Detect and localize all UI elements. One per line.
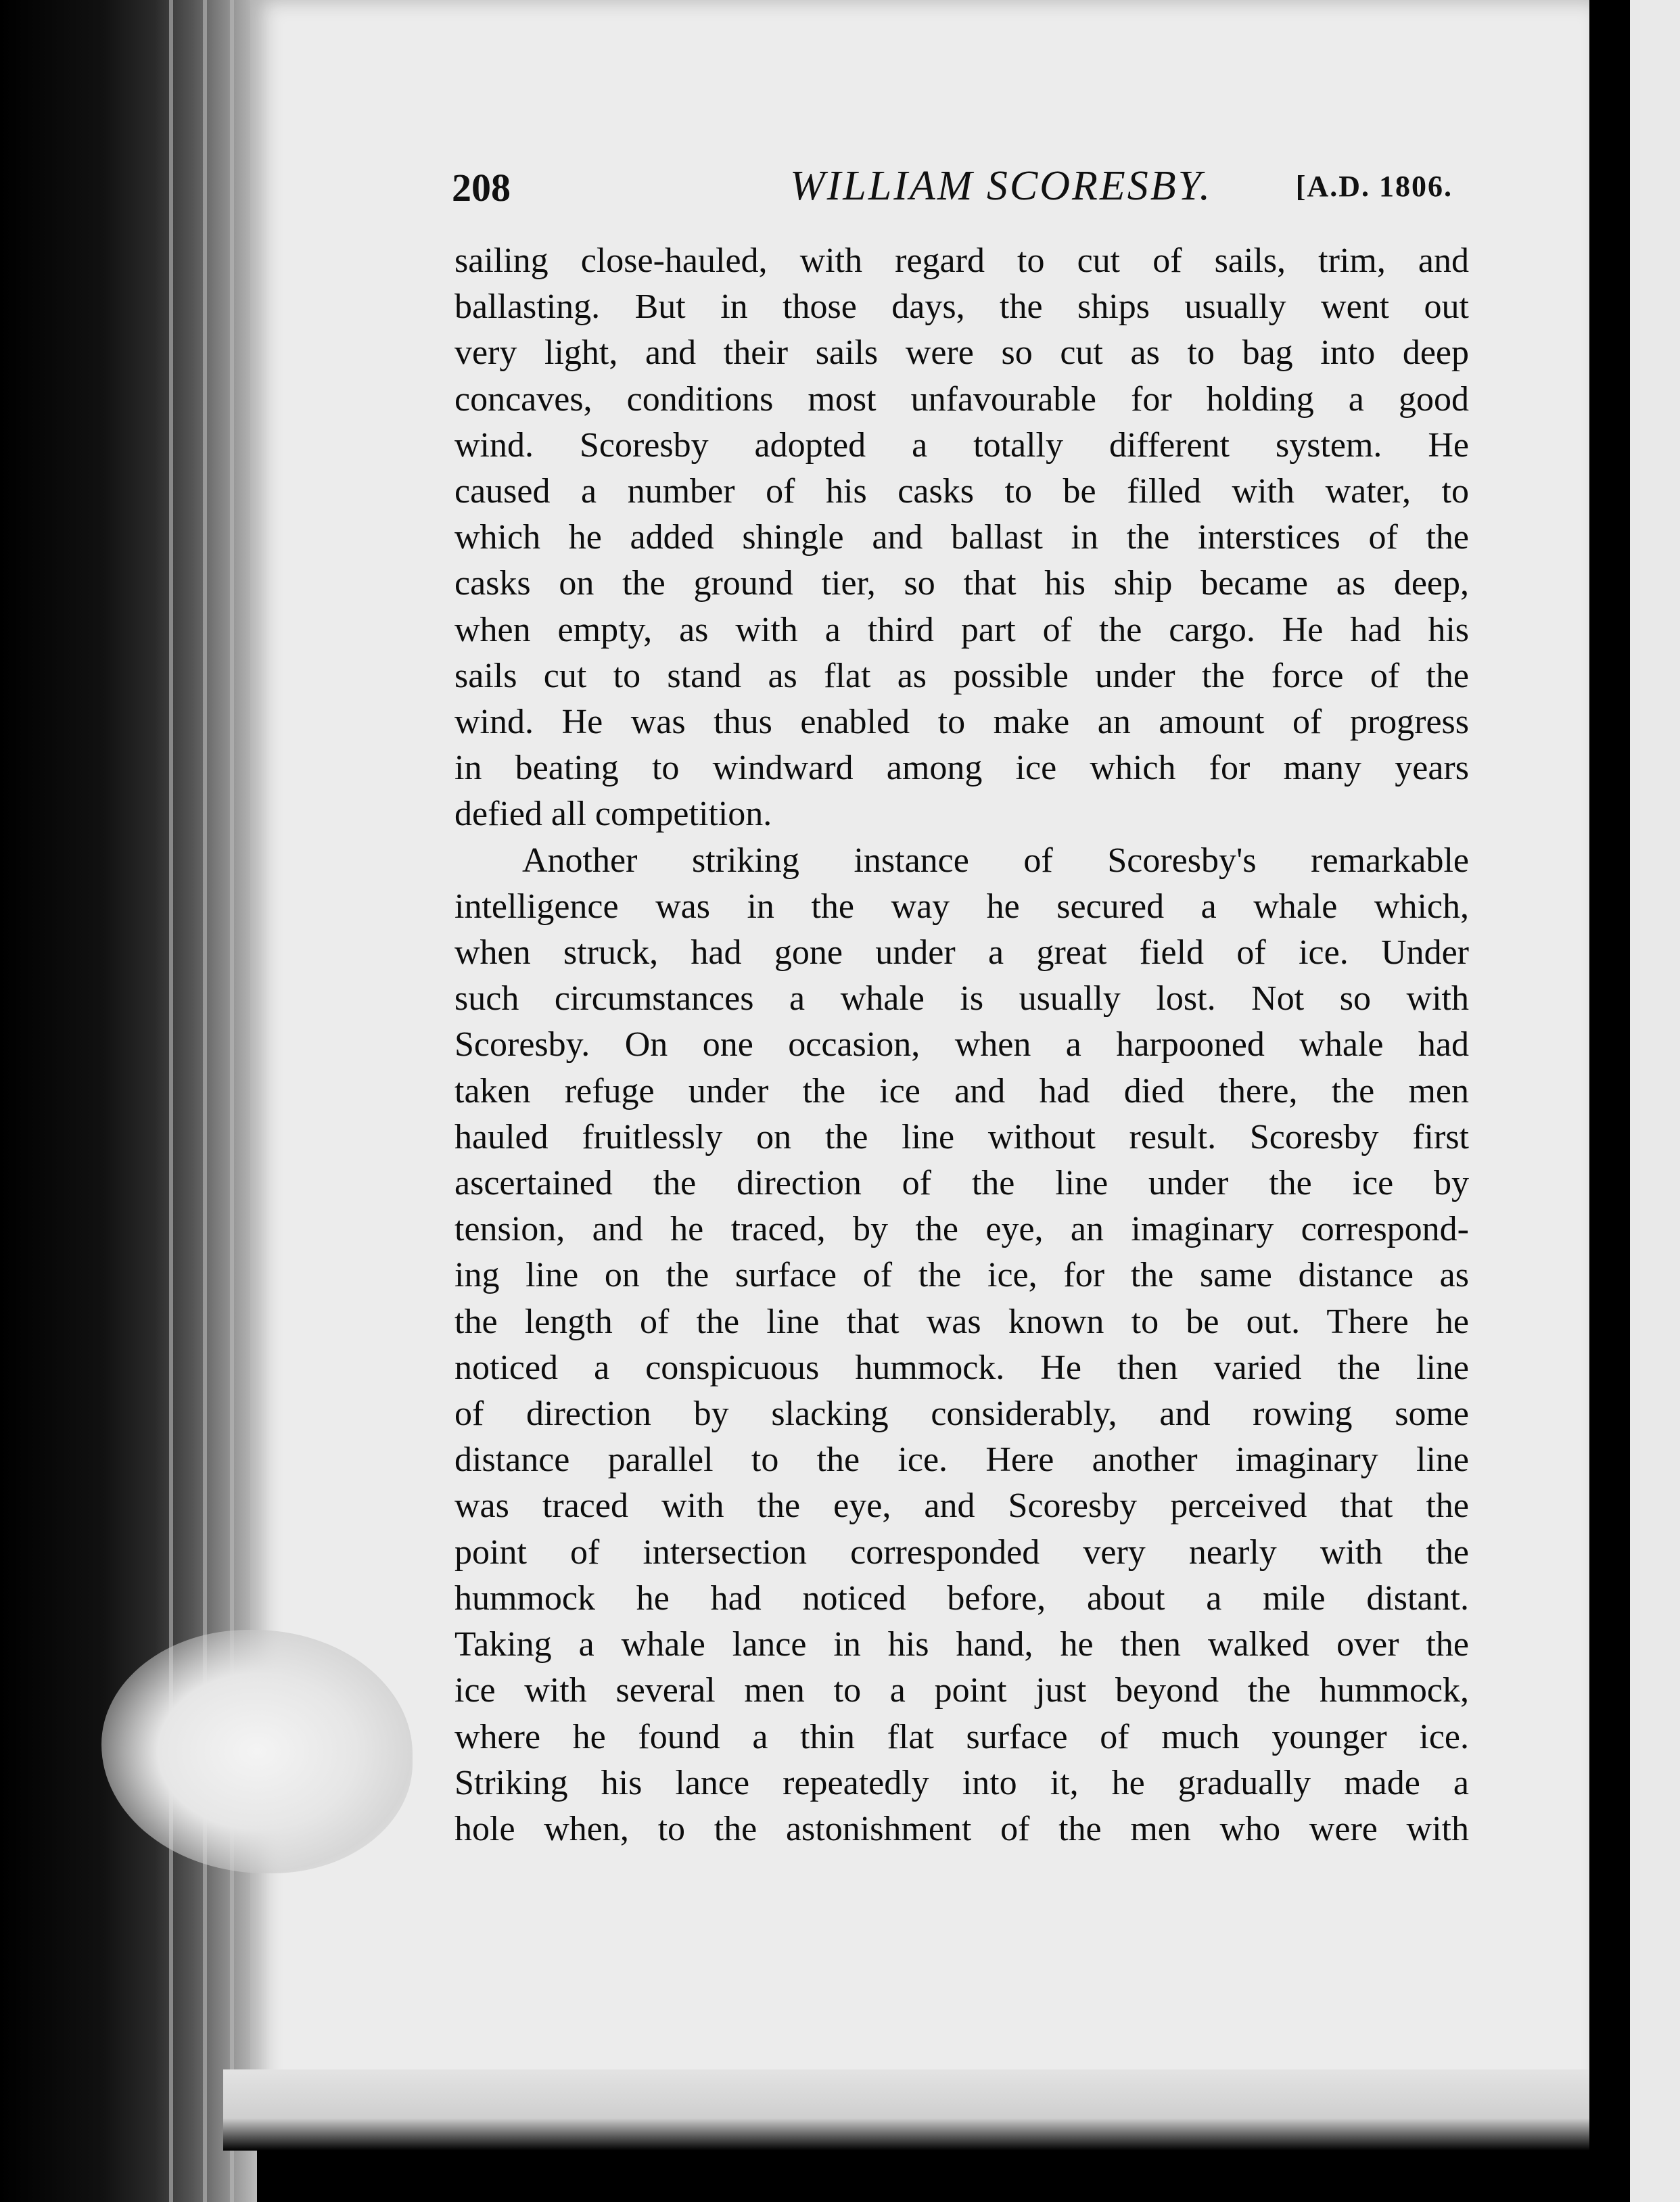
facing-page-edge xyxy=(1630,0,1680,2202)
text-line: which he added shingle and ballast in the interstices of the xyxy=(454,518,1469,557)
text-line: such circumstances a whale is usually lost. Not so with xyxy=(454,979,1469,1018)
text-line: where he found a thin flat surface of much younger ice. xyxy=(454,1717,1469,1756)
page-stack-edge xyxy=(0,0,257,2202)
text-line: caused a number of his casks to be filled with water, to xyxy=(454,472,1469,511)
text-line: casks on the ground tier, so that his ship became as deep, xyxy=(454,564,1469,603)
text-line: concaves, conditions most unfavourable for holding a good xyxy=(454,379,1469,419)
text-line: Taking a whale lance in his hand, he then walked over the xyxy=(454,1625,1469,1664)
text-line: point of intersection corresponded very nearly with the xyxy=(454,1532,1469,1572)
text-line: intelligence was in the way he secured a whale which, xyxy=(454,887,1469,926)
text-line: ing line on the surface of the ice, for the same distance as xyxy=(454,1256,1469,1295)
page-edge-line xyxy=(203,0,207,2202)
text-line: hauled fruitlessly on the line without result. Scoresby first xyxy=(454,1117,1469,1156)
text-line: wind. Scoresby adopted a totally different system. He xyxy=(454,425,1469,465)
body-text xyxy=(454,238,1469,1852)
text-line: in beating to windward among ice which for many years xyxy=(454,749,1469,788)
text-line: hole when, to the astonishment of the men who were with xyxy=(454,1809,1469,1848)
text-line: very light, and their sails were so cut as to bag into deep xyxy=(454,333,1469,373)
text-line: ballasting. But in those days, the ships usually went out xyxy=(454,287,1469,327)
text-line: wind. He was thus enabled to make an amount of progress xyxy=(454,703,1469,742)
text-line: sailing close-hauled, with regard to cut of sails, trim, and xyxy=(454,241,1469,280)
text-line: Striking his lance repeatedly into it, he gradually made a xyxy=(454,1763,1469,1802)
text-line: ascertained the direction of the line under the ice by xyxy=(454,1164,1469,1203)
page-bottom-shadow xyxy=(223,2069,1603,2151)
text-line: Scoresby. On one occasion, when a harpooned whale had xyxy=(454,1025,1469,1064)
page-number: 208 xyxy=(452,166,511,210)
text-line: was traced with the eye, and Scoresby perceived that the xyxy=(454,1486,1469,1526)
text-line: when empty, as with a third part of the cargo. He had his xyxy=(454,610,1469,649)
text-line: sails cut to stand as flat as possible under the force of the xyxy=(454,656,1469,695)
text-line: the length of the line that was known to be out. There he xyxy=(454,1302,1469,1341)
text-line: when struck, had gone under a great field of ice. Under xyxy=(454,933,1469,973)
running-head xyxy=(452,162,1453,216)
text-line: noticed a conspicuous hummock. He then varied the line xyxy=(454,1348,1469,1387)
text-line: of direction by slacking considerably, and rowing some xyxy=(454,1395,1469,1434)
text-line: taken refuge under the ice and had died there, the men xyxy=(454,1071,1469,1110)
page-edge-line xyxy=(169,0,173,2202)
running-date: [A.D. 1806. xyxy=(1295,170,1453,203)
page-edge-line xyxy=(230,0,234,2202)
text-line: distance parallel to the ice. Here another imaginary line xyxy=(454,1440,1469,1480)
text-line: defied all competition. xyxy=(454,795,772,834)
running-title: WILLIAM SCORESBY. xyxy=(790,163,1212,209)
text-line: tension, and he traced, by the eye, an imaginary correspond- xyxy=(454,1210,1469,1249)
text-line: ice with several men to a point just beyond the hummock, xyxy=(454,1671,1469,1710)
text-line: Another striking instance of Scoresby's remarkable xyxy=(522,841,1469,880)
text-line: hummock he had noticed before, about a mile distant. xyxy=(454,1578,1469,1618)
